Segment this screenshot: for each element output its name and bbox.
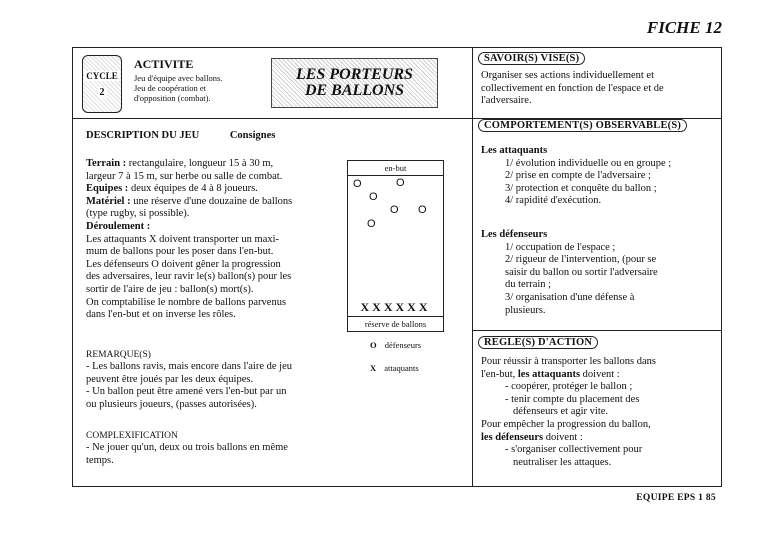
comportements-defenseurs xyxy=(481,229,716,317)
regles-text: l'en-but, xyxy=(481,368,518,380)
regles-line: Pour empêcher la progression du ballon, xyxy=(481,418,651,430)
description-heading: DESCRIPTION DU JEU xyxy=(86,130,200,141)
defender-marker: O xyxy=(369,191,378,203)
description-label: Equipes : xyxy=(86,183,129,195)
regles-body xyxy=(481,356,716,469)
defenseurs-title: Les défenseurs xyxy=(481,229,548,240)
cycle-label: CYCLE xyxy=(86,70,118,81)
activite-title: ACTIVITE xyxy=(134,57,194,71)
comportements-attaquants xyxy=(481,145,716,208)
description-text: largeur 7 à 15 m, sur herbe ou salle de combat. xyxy=(86,170,283,182)
defender-marker: O xyxy=(396,177,405,189)
complex-title: COMPLEXIFICATION xyxy=(86,431,178,441)
cycle-number: 2 xyxy=(99,86,105,98)
description-text: des adversaires, leur ravir le(s) ballon(s) pour les xyxy=(86,271,292,283)
description-label: Terrain : xyxy=(86,158,127,169)
description-text: Les attaquants X doivent transporter un maxi- xyxy=(86,233,280,245)
activite-desc-line: Jeu de coopération et xyxy=(134,83,206,93)
defender-marker: O xyxy=(353,178,362,190)
divider xyxy=(472,47,473,487)
savoirs-line: Organiser ses actions individuellement et xyxy=(481,70,655,81)
legend-attaquants xyxy=(370,363,419,373)
remarque-line: - Les ballons ravis, mais encore dans l'aire de jeu xyxy=(86,361,292,372)
defenseurs-item: 3/ organisation d'une défense à xyxy=(505,291,635,303)
legend-x-symbol: X xyxy=(370,363,377,373)
activite-desc-line: d'opposition (combat). xyxy=(134,93,211,103)
description-line xyxy=(86,171,346,184)
description-line xyxy=(86,284,346,297)
attaquants-title: Les attaquants xyxy=(481,145,548,156)
complex-line: - Ne jouer qu'un, deux ou trois ballons en même xyxy=(86,442,288,453)
attackers-row: XXXXXX xyxy=(360,300,431,314)
description-text: rectangulaire, longueur 15 à 30 m, xyxy=(126,158,274,169)
regles-bold: les attaquants xyxy=(517,368,581,380)
complexification xyxy=(86,430,346,467)
en-but-label: en-but xyxy=(348,161,443,176)
description-line xyxy=(86,196,346,209)
description-body xyxy=(86,158,346,322)
legend-x-text: attaquants xyxy=(384,363,419,373)
regles-bold: les défenseurs xyxy=(481,431,544,443)
regles-line: Pour réussir à transporter les ballons dans xyxy=(481,356,656,367)
remarque-line: peuvent être joués par les deux équipes. xyxy=(86,373,254,385)
savoirs-line: l'adversaire. xyxy=(481,95,532,107)
description-text: sortir de l'aire de jeu : ballon(s) mort(s). xyxy=(86,283,254,295)
complex-line: temps. xyxy=(86,454,114,466)
defender-marker: O xyxy=(367,218,376,230)
cycle-badge xyxy=(82,55,122,113)
regles-line xyxy=(481,369,716,382)
savoirs-line: collectivement en fonction de l'espace et de xyxy=(481,82,664,94)
description-text: deux équipes de 4 à 8 joueurs. xyxy=(128,183,258,195)
attaquants-item: 1/ évolution individuelle ou en groupe ; xyxy=(505,157,672,169)
description-line xyxy=(86,309,346,322)
remarques-title: REMARQUE(S) xyxy=(86,350,151,360)
description-label: Matériel : xyxy=(86,195,131,207)
description-title xyxy=(86,130,275,141)
defenseurs-item: 1/ occupation de l'espace ; xyxy=(505,241,616,253)
remarques xyxy=(86,349,346,411)
legend-o-text: défenseurs xyxy=(384,340,422,350)
regles-item: - tenir compte du placement des xyxy=(505,393,640,405)
description-line xyxy=(86,208,346,221)
description-line xyxy=(86,259,346,272)
description-line xyxy=(86,271,346,284)
defenseurs-item: 2/ rigueur de l'intervention, (pour se xyxy=(505,254,657,266)
defender-marker: O xyxy=(390,204,399,216)
regles-item: défenseurs et agir vite. xyxy=(513,406,609,418)
description-text: une réserve d'une douzaine de ballons xyxy=(130,195,293,207)
attaquants-item: 2/ prise en compte de l'adversaire ; xyxy=(505,170,651,182)
activite-desc xyxy=(134,73,264,103)
description-line xyxy=(86,183,346,196)
savoirs-text xyxy=(481,70,716,108)
fiche-number: FICHE 12 xyxy=(646,18,722,37)
description-line xyxy=(86,246,346,259)
main-title xyxy=(271,58,438,108)
main-title-line: DE BALLONS xyxy=(304,82,405,99)
consignes-heading: Consignes xyxy=(229,130,276,141)
description-text: On comptabilise le nombre de ballons parvenus xyxy=(86,296,287,308)
regles-item: - coopérer, protéger le ballon ; xyxy=(505,381,633,393)
attaquants-item: 3/ protection et conquête du ballon ; xyxy=(505,182,657,194)
remarque-line: - Un ballon peut être amené vers l'en-but par un xyxy=(86,386,287,398)
activite-desc-line: Jeu d'équipe avec ballons. xyxy=(134,73,223,83)
main-title-line: LES PORTEURS xyxy=(296,66,413,83)
regles-line xyxy=(481,432,716,445)
reserve-label: réserve de ballons xyxy=(348,316,443,331)
remarque-line: ou plusieurs joueurs, (passes autorisées). xyxy=(86,398,257,410)
defenseurs-item: du terrain ; xyxy=(505,279,552,291)
comportements-label: COMPORTEMENT(S) OBSERVABLE(S) xyxy=(478,119,687,132)
regles-item: neutraliser les attaques. xyxy=(513,456,612,468)
regles-text: doivent : xyxy=(580,368,620,380)
regles-label: REGLE(S) D'ACTION xyxy=(478,336,598,349)
regles-item: - s'organiser collectivement pour xyxy=(505,444,643,456)
regles-text: doivent : xyxy=(543,431,583,443)
description-label: Déroulement : xyxy=(86,220,151,232)
description-text: Les défenseurs O doivent gêner la progression xyxy=(86,258,281,270)
description-text: dans l'en-but et on inverse les rôles. xyxy=(86,309,236,321)
footer: EQUIPE EPS 1 85 xyxy=(636,493,716,503)
savoirs-label: SAVOIR(S) VISE(S) xyxy=(478,52,585,65)
description-line xyxy=(86,234,346,247)
attaquants-item: 4/ rapidité d'exécution. xyxy=(505,195,602,207)
defenseurs-item: plusieurs. xyxy=(505,304,546,316)
field-diagram xyxy=(347,160,444,332)
description-text: (type rugby, si possible). xyxy=(86,208,190,220)
defenseurs-item: saisir du ballon ou sortir l'adversaire xyxy=(505,266,658,278)
description-line xyxy=(86,158,346,171)
description-line xyxy=(86,297,346,310)
divider xyxy=(472,330,722,331)
description-text: mum de ballons pour les poser dans l'en-but. xyxy=(86,246,274,258)
legend-defenseurs xyxy=(370,340,421,350)
description-line xyxy=(86,221,346,234)
legend-o-symbol: O xyxy=(370,340,377,350)
defender-marker: O xyxy=(418,204,427,216)
